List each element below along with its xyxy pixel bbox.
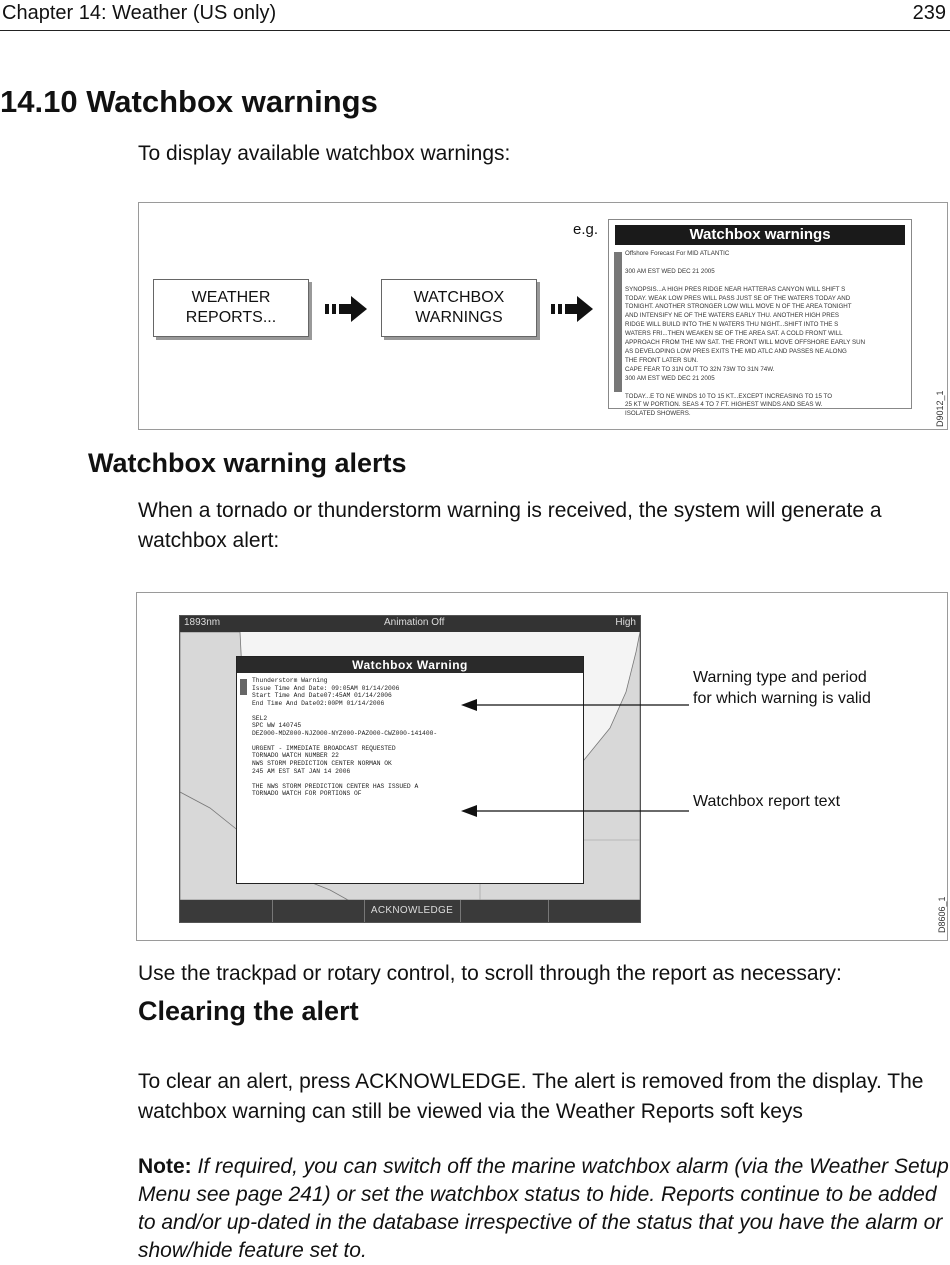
example-label: e.g. — [573, 221, 599, 238]
softkey-slot — [460, 900, 549, 922]
panel-title: Watchbox warnings — [615, 225, 905, 245]
figure-watchbox-alert — [136, 592, 948, 941]
left-arrow-icon — [461, 805, 477, 817]
intro-text: To display available watchbox warnings: — [138, 142, 511, 165]
clearing-paragraph: To clear an alert, press ACKNOWLEDGE. The alert is removed from the display. The watchbox warning can still be viewed via the Weather Reports soft keys — [138, 1070, 924, 1123]
callout-report-text: Watchbox report text — [693, 793, 841, 810]
softkey-slot — [272, 900, 365, 922]
section-title: 14.10 Watchbox warnings — [0, 84, 378, 119]
right-arrow-icon — [551, 295, 595, 323]
dialog-report-text: Thunderstorm Warning Issue Time And Date: 09:05AM 01/14/2006 Start Time And Date07:45AM 01/14/2006 End Time And Date02:00PM 01/14/2006 SEL2 SPC WW 140745 DEZ000-MDZ000-NJZ000-NYZ000-PAZ000-CWZ000-141400- URGENT - IMMEDIATE BROADCAST REQUESTED TORNADO WATCH NUMBER 22 NWS STORM PREDICTION CENTER NORMAN OK 245 AM EST SAT JAN 14 2006 THE NWS STORM PREDICTION CENTER HAS ISSUED A TORNADO WATCH FOR PORTIONS OF — [252, 677, 438, 798]
alerts-heading: Watchbox warning alerts — [88, 448, 407, 478]
figure-code: D8606_1 — [937, 896, 947, 933]
quality-status: High — [615, 617, 636, 628]
softkey-slot — [180, 900, 273, 922]
note-text: If required, you can switch off the marine watchbox alarm (via the Weather Setup Menu see page 241) or set the watchbox status to hide. Reports continue to be added to and/or up-dated in the database irrespective of the status that you have the alarm or show/hide feature set to. — [138, 1155, 949, 1262]
animation-status: Animation Off — [384, 617, 445, 628]
running-header — [0, 0, 950, 31]
dialog-title: Watchbox Warning — [237, 657, 583, 673]
dialog-scrollbar[interactable] — [240, 679, 247, 695]
clearing-heading: Clearing the alert — [138, 996, 359, 1026]
left-arrow-icon — [461, 699, 477, 711]
scroll-instruction: Use the trackpad or rotary control, to scroll through the report as necessary: — [138, 962, 842, 985]
alerts-paragraph: When a tornado or thunderstorm warning is received, the system will generate a watchbox alert: — [138, 499, 882, 552]
watchbox-warnings-softkey: WATCHBOX WARNINGS — [381, 279, 537, 337]
weather-reports-softkey: WEATHER REPORTS... — [153, 279, 309, 337]
note-label: Note: — [138, 1155, 192, 1178]
right-arrow-icon — [325, 295, 369, 323]
chapter-title: Chapter 14: Weather (US only) — [2, 2, 277, 24]
panel-report-text: Offshore Forecast For MID ATLANTIC 300 AM EST WED DEC 21 2005 SYNOPSIS...A HIGH PRES RIDGE NEAR HATTERAS CANYON WILL SHIFT S TODAY. WEAK LOW PRES WILL PASS JUST SE OF THE WATERS TODAY AND TONIGHT. ANOTHER STRONGER LOW WILL MOVE N OF THE AREA TONIGHT AND INTENSIFY NE OF THE WATERS EARLY THU. ANOTHER HIGH PRES RIDGE WILL BUILD INTO THE N WATERS THU NIGHT...SHIFT INTO THE S WATERS FRI...THEN WEAKEN SE OF THE AREA SAT. A COLD FRONT WILL APPROACH FROM THE NW SAT. THE FRONT WILL MOVE OFFSHORE EARLY SUN AS DEVELOPING LOW PRES EXITS THE MID ATLC AND PASSES NE ALONG THE FRONT LATER SUN. CAPE FEAR TO 31N OUT TO 32N 73W TO 31N 74W. 300 AM EST WED DEC 21 2005 TODAY...E TO NE WINDS 10 TO 15 KT...EXCEPT INCREASING TO 15 TO 25 KT W PORTION. SEAS 4 TO 7 FT. HIGHEST WINDS AND SEAS W. ISOLATED SHOWERS. — [625, 250, 866, 418]
screen-status-bar — [180, 616, 640, 632]
figure-softkey-sequence — [138, 202, 948, 430]
watchbox-warnings-panel — [608, 219, 912, 418]
callout-arrows — [457, 693, 697, 823]
page-number: 239 — [912, 2, 946, 24]
acknowledge-softkey[interactable]: ACKNOWLEDGE — [370, 905, 454, 916]
note-block — [138, 1153, 950, 1265]
panel-scrollbar — [614, 252, 622, 392]
range-readout: 1893nm — [184, 617, 221, 628]
callout-warning-type: Warning type and period for which warning is valid — [693, 669, 871, 707]
figure-code: D9012_1 — [935, 390, 945, 427]
softkey-bar — [180, 900, 640, 922]
